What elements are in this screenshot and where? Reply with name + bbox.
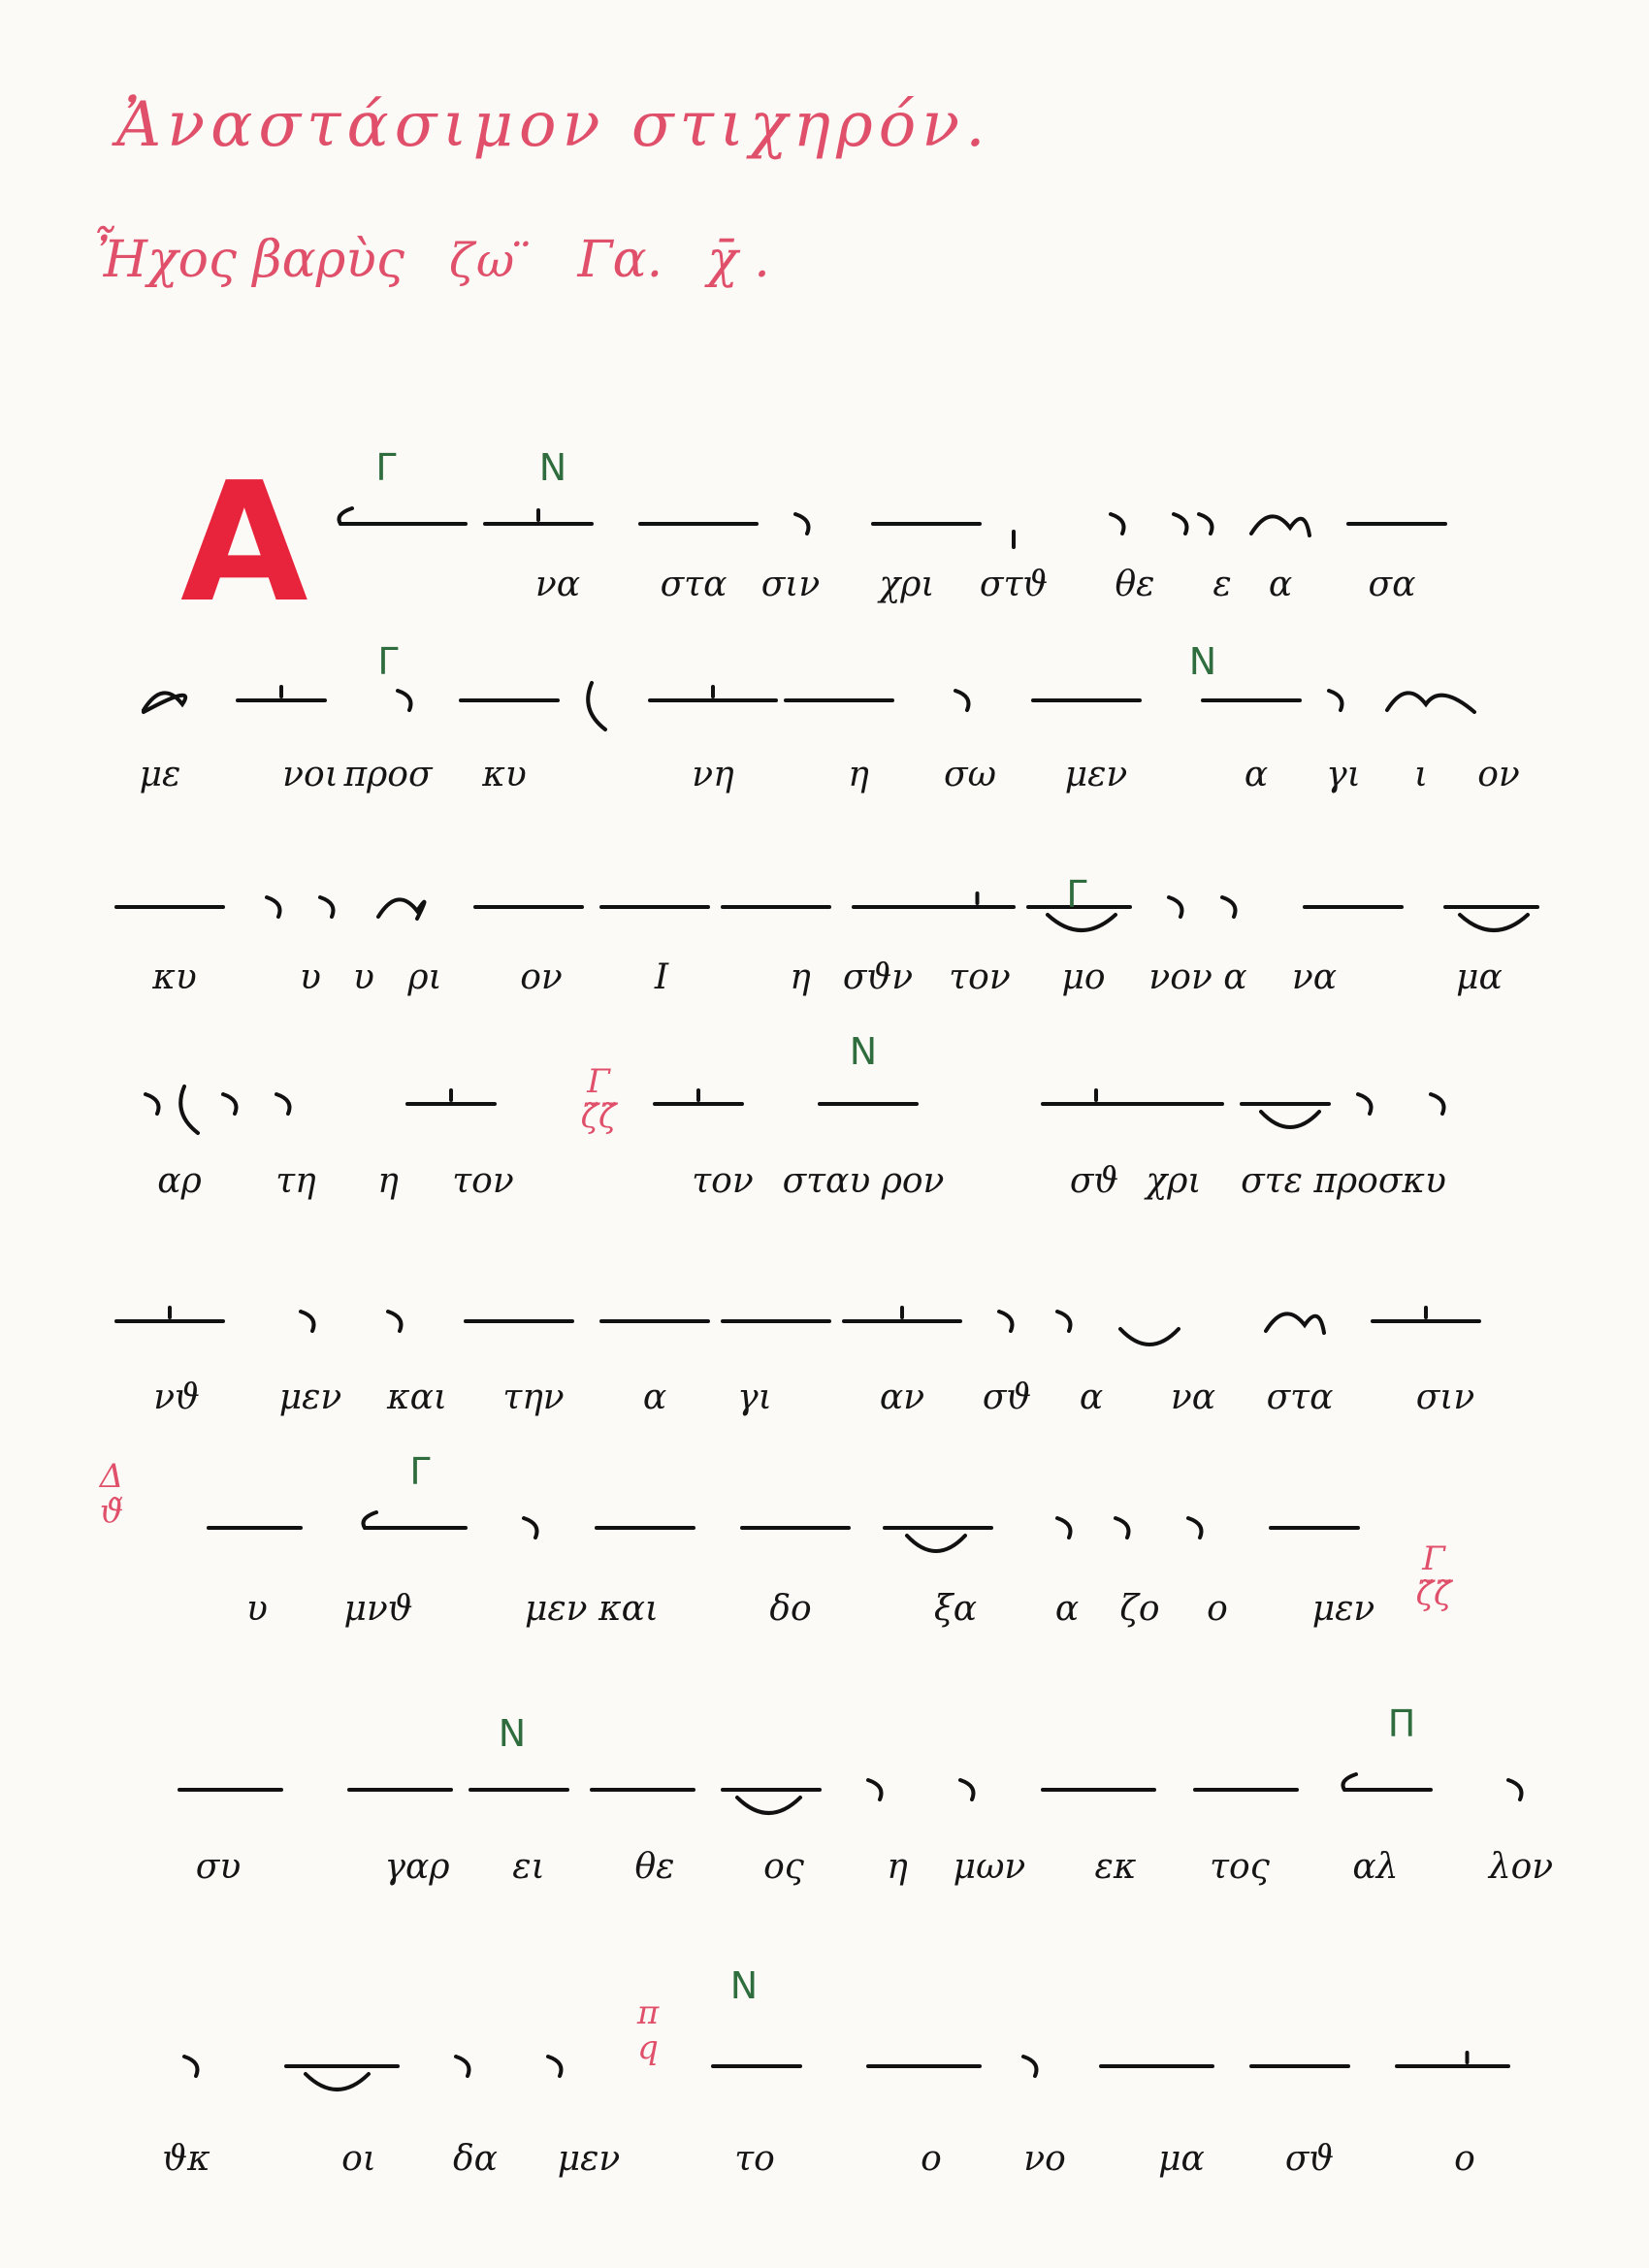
lyric-syllable: ρι (407, 957, 442, 997)
fthora-sign: χ̄ . (707, 231, 770, 289)
rubric-mark (636, 1993, 660, 2067)
apostrophos-neume (1329, 691, 1342, 710)
klasma-neume (737, 1798, 800, 1813)
lyric-syllable: ο (921, 2139, 942, 2179)
lyric-syllable: η (887, 1847, 908, 1887)
lyric-syllable: στε προσκυ (1241, 1161, 1446, 1201)
lyric-syllable: σω (944, 755, 996, 794)
lyric-syllable: δο (769, 1589, 812, 1629)
lyric-syllable: υ (246, 1589, 268, 1629)
apostrophos-neume (146, 1094, 159, 1114)
martyria-sign: Π (1387, 1702, 1416, 1745)
oligon-neume (1426, 2053, 1508, 2066)
rubric-mark-text: π (636, 1993, 660, 2032)
apostrophos-neume (1358, 1094, 1372, 1114)
lyric-syllable: σϑν (842, 957, 914, 997)
page-title: Ἀναστάσιμον στιχηρόν. (116, 89, 991, 161)
lyric-syllable: νον α (1148, 957, 1247, 997)
klasma-neume (907, 1536, 965, 1551)
lyric-syllable: λον (1488, 1847, 1554, 1887)
lyric-syllable: δα (453, 2139, 498, 2179)
lyric-syllable: μεν (1064, 755, 1128, 794)
lyric-syllable: μεν και (524, 1589, 660, 1629)
petaste-neume (340, 508, 467, 524)
oligon-neume (1043, 1090, 1149, 1104)
lyric-syllable: την (502, 1377, 565, 1417)
lyric-syllable: σιν (760, 565, 821, 604)
lyric-syllable: να (1291, 957, 1338, 997)
lyric-syllable: νη (692, 755, 734, 794)
elaphron-neume (588, 683, 605, 729)
lyric-syllable: γι (737, 1377, 772, 1417)
rubric-mark (580, 1062, 617, 1136)
lyric-syllable: σιν (1415, 1377, 1475, 1417)
klasma-neume (1120, 1329, 1179, 1345)
oligon-neume (407, 1090, 495, 1104)
lyric-syllable: α (642, 1377, 667, 1417)
apostrophos-neume (184, 2057, 198, 2076)
lyric-syllable: μα (1456, 957, 1503, 997)
lyric-syllable: νο (1023, 2139, 1066, 2179)
lyric-syllable: σϑ (1284, 2139, 1335, 2179)
lyric-syllable: ο (1207, 1589, 1228, 1629)
martyria-sign: Ν (498, 1712, 527, 1755)
martyria-sign: Ν (729, 1964, 759, 2007)
klasma-neume (1261, 1112, 1319, 1127)
rubric-mark-text: Γ (1422, 1539, 1445, 1578)
apostrophos-neume (1023, 2057, 1037, 2076)
lyric-syllable: μα (1158, 2139, 1205, 2179)
apostrophos-neume (999, 1312, 1013, 1331)
lyric-syllable: γαρ (384, 1847, 450, 1887)
lyric-syllable: χρι (1146, 1161, 1202, 1201)
rubric-mark-text: q (637, 2027, 659, 2067)
elaphron-neume (180, 1086, 198, 1133)
apostrophos-neume (1111, 514, 1124, 534)
lyric-syllable: θε (1115, 565, 1155, 604)
lyric-syllable: ξα (933, 1589, 978, 1629)
apostrophos-neume (795, 514, 809, 534)
oligon-neume (941, 893, 1014, 907)
kentemata-neume (378, 899, 425, 919)
oligon-neume (650, 687, 776, 700)
lyric-syllable: σϑ (1069, 1161, 1119, 1201)
double-apostrophos-neume (1174, 514, 1212, 534)
lyric-syllable: μο (1061, 957, 1106, 997)
lyric-syllable: στϑ (979, 565, 1049, 604)
martyria-sign: Γ (409, 1450, 431, 1493)
kentemata-neume (1387, 693, 1474, 712)
lyric-syllable: σϑ (982, 1377, 1032, 1417)
lyric-syllable: μων (953, 1847, 1026, 1887)
lyric-syllable: σταυ ρον (782, 1161, 945, 1201)
lyric-syllable: μεν (278, 1377, 342, 1417)
lyric-syllable: αλ (1352, 1847, 1399, 1887)
lyric-syllable: κυ (482, 755, 527, 794)
lyric-syllable: τον (452, 1161, 514, 1201)
mode-signature: ζω ̈ (449, 234, 534, 288)
base-note: Γα. (577, 231, 663, 289)
rubric-mark-text: Γ (587, 1062, 610, 1101)
lyric-syllable: μεν (557, 2139, 621, 2179)
lyric-syllable: η (377, 1161, 399, 1201)
rubric-mark-text: ϑ̃ (99, 1491, 124, 1531)
apostrophos-neume (1057, 1312, 1071, 1331)
oligon-neume (844, 1308, 960, 1321)
lyric-syllable: θε (634, 1847, 675, 1887)
apostrophos-neume (267, 897, 280, 917)
oligon-neume (116, 1308, 223, 1321)
martyria-sign: Ν (1188, 640, 1217, 683)
lyric-syllable: ος (763, 1847, 804, 1887)
lyric-syllable: μνϑ (343, 1589, 413, 1629)
lyric-syllable: ον (1477, 755, 1520, 794)
apostrophos-neume (548, 2057, 562, 2076)
lyric-syllable: γι (1326, 755, 1361, 794)
lyric-syllable: ϑκ (162, 2139, 210, 2179)
kentemata-neume (144, 693, 185, 712)
lyric-syllable: τον (949, 957, 1011, 997)
rubric-mark-text: ζ̃ζ̃ (1415, 1573, 1452, 1613)
oligon-neume (485, 510, 592, 524)
lyric-syllable: α (1079, 1377, 1104, 1417)
lyric-syllable: ι (1413, 755, 1429, 794)
lyric-syllable: ε (1212, 565, 1232, 604)
rubric-mark-text: ζ̃ζ̃ (580, 1096, 617, 1136)
apostrophos-neume (320, 897, 334, 917)
apostrophos-neume (1169, 897, 1182, 917)
lyric-syllable: υ (353, 957, 374, 997)
apostrophos-neume (388, 1312, 402, 1331)
lyric-syllable: ζο (1119, 1589, 1160, 1629)
lyric-syllable: αρ (157, 1161, 202, 1201)
apostrophos-neume (1222, 897, 1236, 917)
apostrophos-neume (524, 1518, 537, 1538)
apostrophos-neume (1431, 1094, 1444, 1114)
lyric-syllable: ο (1454, 2139, 1475, 2179)
lyric-syllable: τη (275, 1161, 316, 1201)
lyric-syllable: να (1170, 1377, 1216, 1417)
apostrophos-neume (301, 1312, 314, 1331)
apostrophos-neume (1188, 1518, 1202, 1538)
petaste-neume (364, 1512, 467, 1528)
lyric-syllable: τον (692, 1161, 754, 1201)
lyric-syllable: εκ (1094, 1847, 1137, 1887)
apostrophos-neume (1116, 1518, 1129, 1538)
lyric-syllable: και (386, 1377, 448, 1417)
martyria-sign: Ν (538, 446, 567, 489)
lyric-syllable: κυ (152, 957, 197, 997)
kentemata-neume (1266, 1313, 1324, 1333)
lyric-syllable: υ (300, 957, 321, 997)
lyric-syllable: νϑ (153, 1377, 200, 1417)
martyria-sign: Γ (1066, 873, 1087, 916)
mode-label: Ἦχος βαρὺς (92, 231, 405, 289)
lyric-syllable: ει (512, 1847, 545, 1887)
lyric-syllable: α (1268, 565, 1293, 604)
lyric-syllable: στα (1266, 1377, 1334, 1417)
lyric-syllable: α (1244, 755, 1269, 794)
apostrophos-neume (955, 691, 969, 710)
apostrophos-neume (456, 2057, 469, 2076)
apostrophos-neume (1508, 1780, 1522, 1799)
martyria-sign: Ν (849, 1030, 878, 1073)
lyric-syllable: το (734, 2139, 775, 2179)
kentemata-neume (1251, 516, 1310, 535)
apostrophos-neume (868, 1780, 882, 1799)
lyric-syllable: με (139, 755, 181, 794)
lyric-syllable: τος (1210, 1847, 1270, 1887)
lyric-syllable: οι (341, 2139, 376, 2179)
klasma-neume (306, 2074, 369, 2090)
apostrophos-neume (398, 691, 411, 710)
lyric-syllable: η (790, 957, 811, 997)
klasma-neume (1048, 915, 1116, 930)
lyric-syllable: ον (520, 957, 563, 997)
lyric-syllable: συ (195, 1847, 242, 1887)
martyria-sign: Γ (377, 640, 399, 683)
rubric-mark (99, 1457, 124, 1531)
martyria-sign: Γ (375, 446, 397, 489)
lyric-syllable: χρι (879, 565, 935, 604)
apostrophos-neume (223, 1094, 237, 1114)
lyric-syllable: νοι (282, 755, 339, 794)
lyric-syllable: να (534, 565, 581, 604)
rubric-mark (1415, 1539, 1452, 1613)
oligon-neume (238, 687, 325, 700)
petaste-neume (1343, 1774, 1432, 1790)
rubric-mark-text: Δ (99, 1457, 124, 1496)
klasma-neume (1460, 915, 1528, 930)
drop-cap-initial: Α (180, 447, 308, 639)
apostrophos-neume (1057, 1518, 1071, 1538)
lyric-syllable: α (1054, 1589, 1080, 1629)
oligon-neume (655, 1090, 742, 1104)
lyric-syllable: Ι (654, 957, 669, 997)
apostrophos-neume (276, 1094, 290, 1114)
apostrophos-neume (960, 1780, 974, 1799)
lyric-syllable: η (848, 755, 869, 794)
lyric-syllable: μεν (1311, 1589, 1375, 1629)
lyric-syllable: σα (1368, 565, 1416, 604)
oligon-neume (1373, 1308, 1479, 1321)
lyric-syllable: προσ (343, 755, 433, 794)
lyric-syllable: αν (879, 1377, 925, 1417)
lyric-syllable: στα (660, 565, 728, 604)
